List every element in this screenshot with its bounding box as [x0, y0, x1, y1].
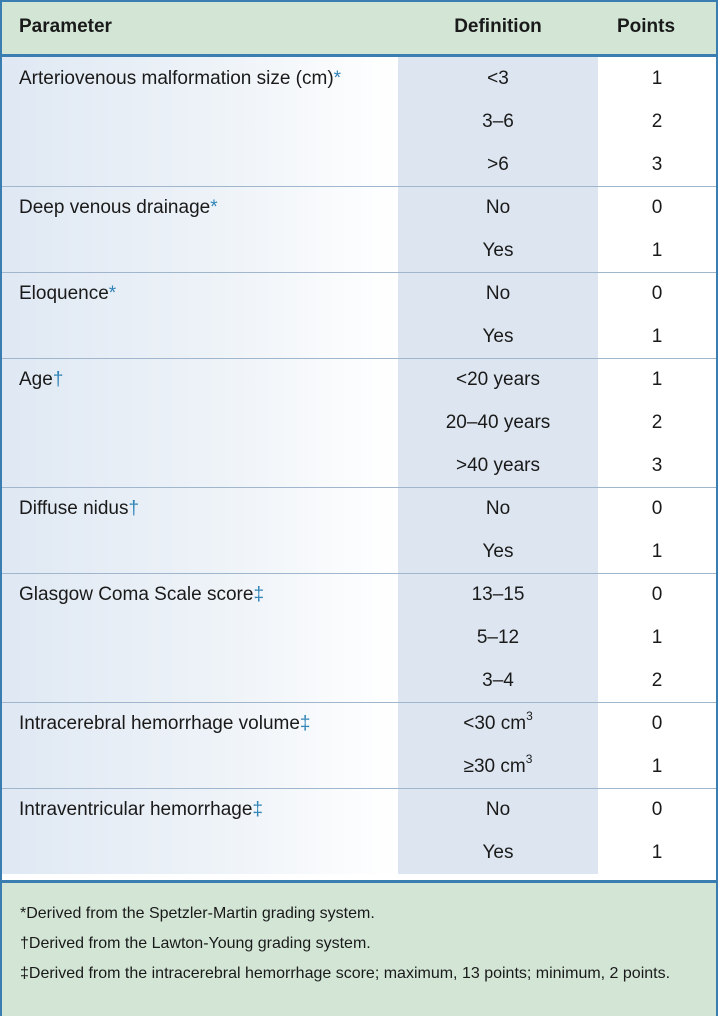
- points-cell: 1: [598, 57, 716, 100]
- points-cell: 1: [598, 616, 716, 659]
- parameter-cell: [2, 487, 398, 530]
- points-cell: 2: [598, 100, 716, 143]
- definition-value: Yes: [482, 842, 514, 863]
- parameter-cell: [2, 100, 398, 143]
- table-body: [2, 57, 716, 877]
- table-row: [2, 530, 716, 573]
- points-cell: 1: [598, 831, 716, 874]
- footnote-marker: †: [52, 369, 64, 390]
- points-cell: 3: [598, 143, 716, 186]
- definition-cell: [398, 659, 598, 702]
- parameter-cell: [2, 444, 398, 487]
- definition-cell: [398, 616, 598, 659]
- table-row: [2, 315, 716, 358]
- definition-value: >6: [487, 154, 509, 175]
- group-divider: [2, 573, 716, 574]
- points-cell: 1: [598, 358, 716, 401]
- parameter-cell: [2, 745, 398, 788]
- parameter-label: Deep venous drainage: [19, 197, 211, 218]
- parameter-cell: [2, 702, 398, 745]
- group-divider: [2, 702, 716, 703]
- header-points: Points: [616, 16, 676, 37]
- definition-cell: [398, 831, 598, 874]
- points-cell: 1: [598, 315, 716, 358]
- points-cell: 1: [598, 229, 716, 272]
- points-cell: 0: [598, 186, 716, 229]
- parameter-label: Intraventricular hemorrhage: [19, 799, 253, 820]
- table-row: [2, 186, 716, 229]
- footnote-marker: ‡: [299, 713, 311, 734]
- table-row: [2, 229, 716, 272]
- table-header: [2, 2, 716, 57]
- parameter-cell: [2, 315, 398, 358]
- definition-cell: [398, 358, 598, 401]
- footnote-ich-score: ‡Derived from the intracerebral hemorrhage score; maximum, 13 points; minimum, 2 points.: [20, 965, 671, 982]
- parameter-cell: [2, 57, 398, 100]
- parameter-label: Arteriovenous malformation size (cm): [19, 68, 334, 89]
- definition-value: Yes: [482, 240, 514, 261]
- superscript-exponent: 3: [526, 709, 533, 723]
- definition-cell: [398, 530, 598, 573]
- parameter-cell: [2, 573, 398, 616]
- parameter-label: Age: [19, 369, 53, 390]
- definition-value: 20–40 years: [445, 412, 551, 433]
- parameter-cell: [2, 143, 398, 186]
- group-divider: [2, 788, 716, 789]
- table-row: [2, 616, 716, 659]
- table-row: [2, 57, 716, 100]
- parameter-cell: [2, 401, 398, 444]
- superscript-exponent: 3: [525, 752, 533, 766]
- points-cell: 2: [598, 659, 716, 702]
- table-row: [2, 487, 716, 530]
- table-row: [2, 100, 716, 143]
- footnote-spetzler-martin: *Derived from the Spetzler-Martin grading system.: [20, 905, 375, 922]
- parameter-cell: [2, 616, 398, 659]
- parameter-cell: [2, 186, 398, 229]
- table-row: [2, 659, 716, 702]
- group-divider: [2, 186, 716, 187]
- definition-cell: [398, 401, 598, 444]
- definition-cell: [398, 444, 598, 487]
- definition-cell: [398, 788, 598, 831]
- parameter-cell: [2, 831, 398, 874]
- points-cell: 3: [598, 444, 716, 487]
- footnote-marker: †: [128, 498, 140, 519]
- group-divider: [2, 358, 716, 359]
- definition-value: 3–4: [482, 670, 514, 691]
- group-divider: [2, 272, 716, 273]
- definition-value: ≥30 cm: [463, 756, 526, 777]
- footnote-marker: *: [210, 197, 218, 218]
- points-cell: 0: [598, 702, 716, 745]
- definition-cell: [398, 745, 598, 788]
- definition-value: >40 years: [456, 455, 540, 476]
- header-parameter: Parameter: [19, 16, 112, 37]
- footnote-marker: *: [333, 68, 342, 89]
- points-cell: 1: [598, 745, 716, 788]
- points-cell: 0: [598, 272, 716, 315]
- definition-value: <30 cm: [463, 713, 527, 734]
- parameter-cell: [2, 358, 398, 401]
- definition-cell: [398, 100, 598, 143]
- points-cell: 0: [598, 788, 716, 831]
- definition-cell: [398, 487, 598, 530]
- definition-value: 13–15: [471, 584, 525, 605]
- points-cell: 0: [598, 573, 716, 616]
- parameter-cell: [2, 788, 398, 831]
- table-row: [2, 745, 716, 788]
- points-cell: 1: [598, 530, 716, 573]
- footnote-marker: *: [108, 283, 117, 304]
- definition-cell: [398, 315, 598, 358]
- parameter-cell: [2, 659, 398, 702]
- points-cell: 2: [598, 401, 716, 444]
- table-row: [2, 573, 716, 616]
- parameter-label: Diffuse nidus: [19, 498, 129, 519]
- definition-cell: [398, 702, 598, 745]
- footnote-marker: ‡: [253, 584, 265, 605]
- definition-cell: [398, 186, 598, 229]
- parameter-label: Glasgow Coma Scale score: [19, 584, 254, 605]
- group-divider: [2, 487, 716, 488]
- definition-value: <20 years: [456, 369, 540, 390]
- definition-value: Yes: [482, 541, 514, 562]
- definition-cell: [398, 143, 598, 186]
- table-row: [2, 143, 716, 186]
- parameter-cell: [2, 530, 398, 573]
- definition-cell: [398, 57, 598, 100]
- definition-value: No: [485, 498, 511, 519]
- definition-value: 3–6: [482, 111, 514, 132]
- table-footnotes: [2, 880, 716, 1016]
- table-row: [2, 831, 716, 874]
- parameter-cell: [2, 272, 398, 315]
- definition-value: No: [485, 799, 511, 820]
- table-row: [2, 358, 716, 401]
- parameter-label: Intracerebral hemorrhage volume: [19, 713, 300, 734]
- parameter-label: Eloquence: [19, 283, 109, 304]
- definition-value: No: [485, 197, 511, 218]
- table-row: [2, 788, 716, 831]
- points-cell: 0: [598, 487, 716, 530]
- footnote-lawton-young: †Derived from the Lawton-Young grading system.: [20, 935, 371, 952]
- parameter-cell: [2, 229, 398, 272]
- definition-cell: [398, 272, 598, 315]
- definition-value: <3: [487, 68, 509, 89]
- definition-value: No: [485, 283, 511, 304]
- definition-value: 5–12: [476, 627, 520, 648]
- definition-cell: [398, 573, 598, 616]
- footnote-marker: ‡: [252, 799, 263, 820]
- definition-cell: [398, 229, 598, 272]
- definition-value: Yes: [482, 326, 514, 347]
- table-row: [2, 702, 716, 745]
- table-row: [2, 401, 716, 444]
- table-row: [2, 272, 716, 315]
- table-row: [2, 444, 716, 487]
- header-definition: Definition: [454, 16, 542, 37]
